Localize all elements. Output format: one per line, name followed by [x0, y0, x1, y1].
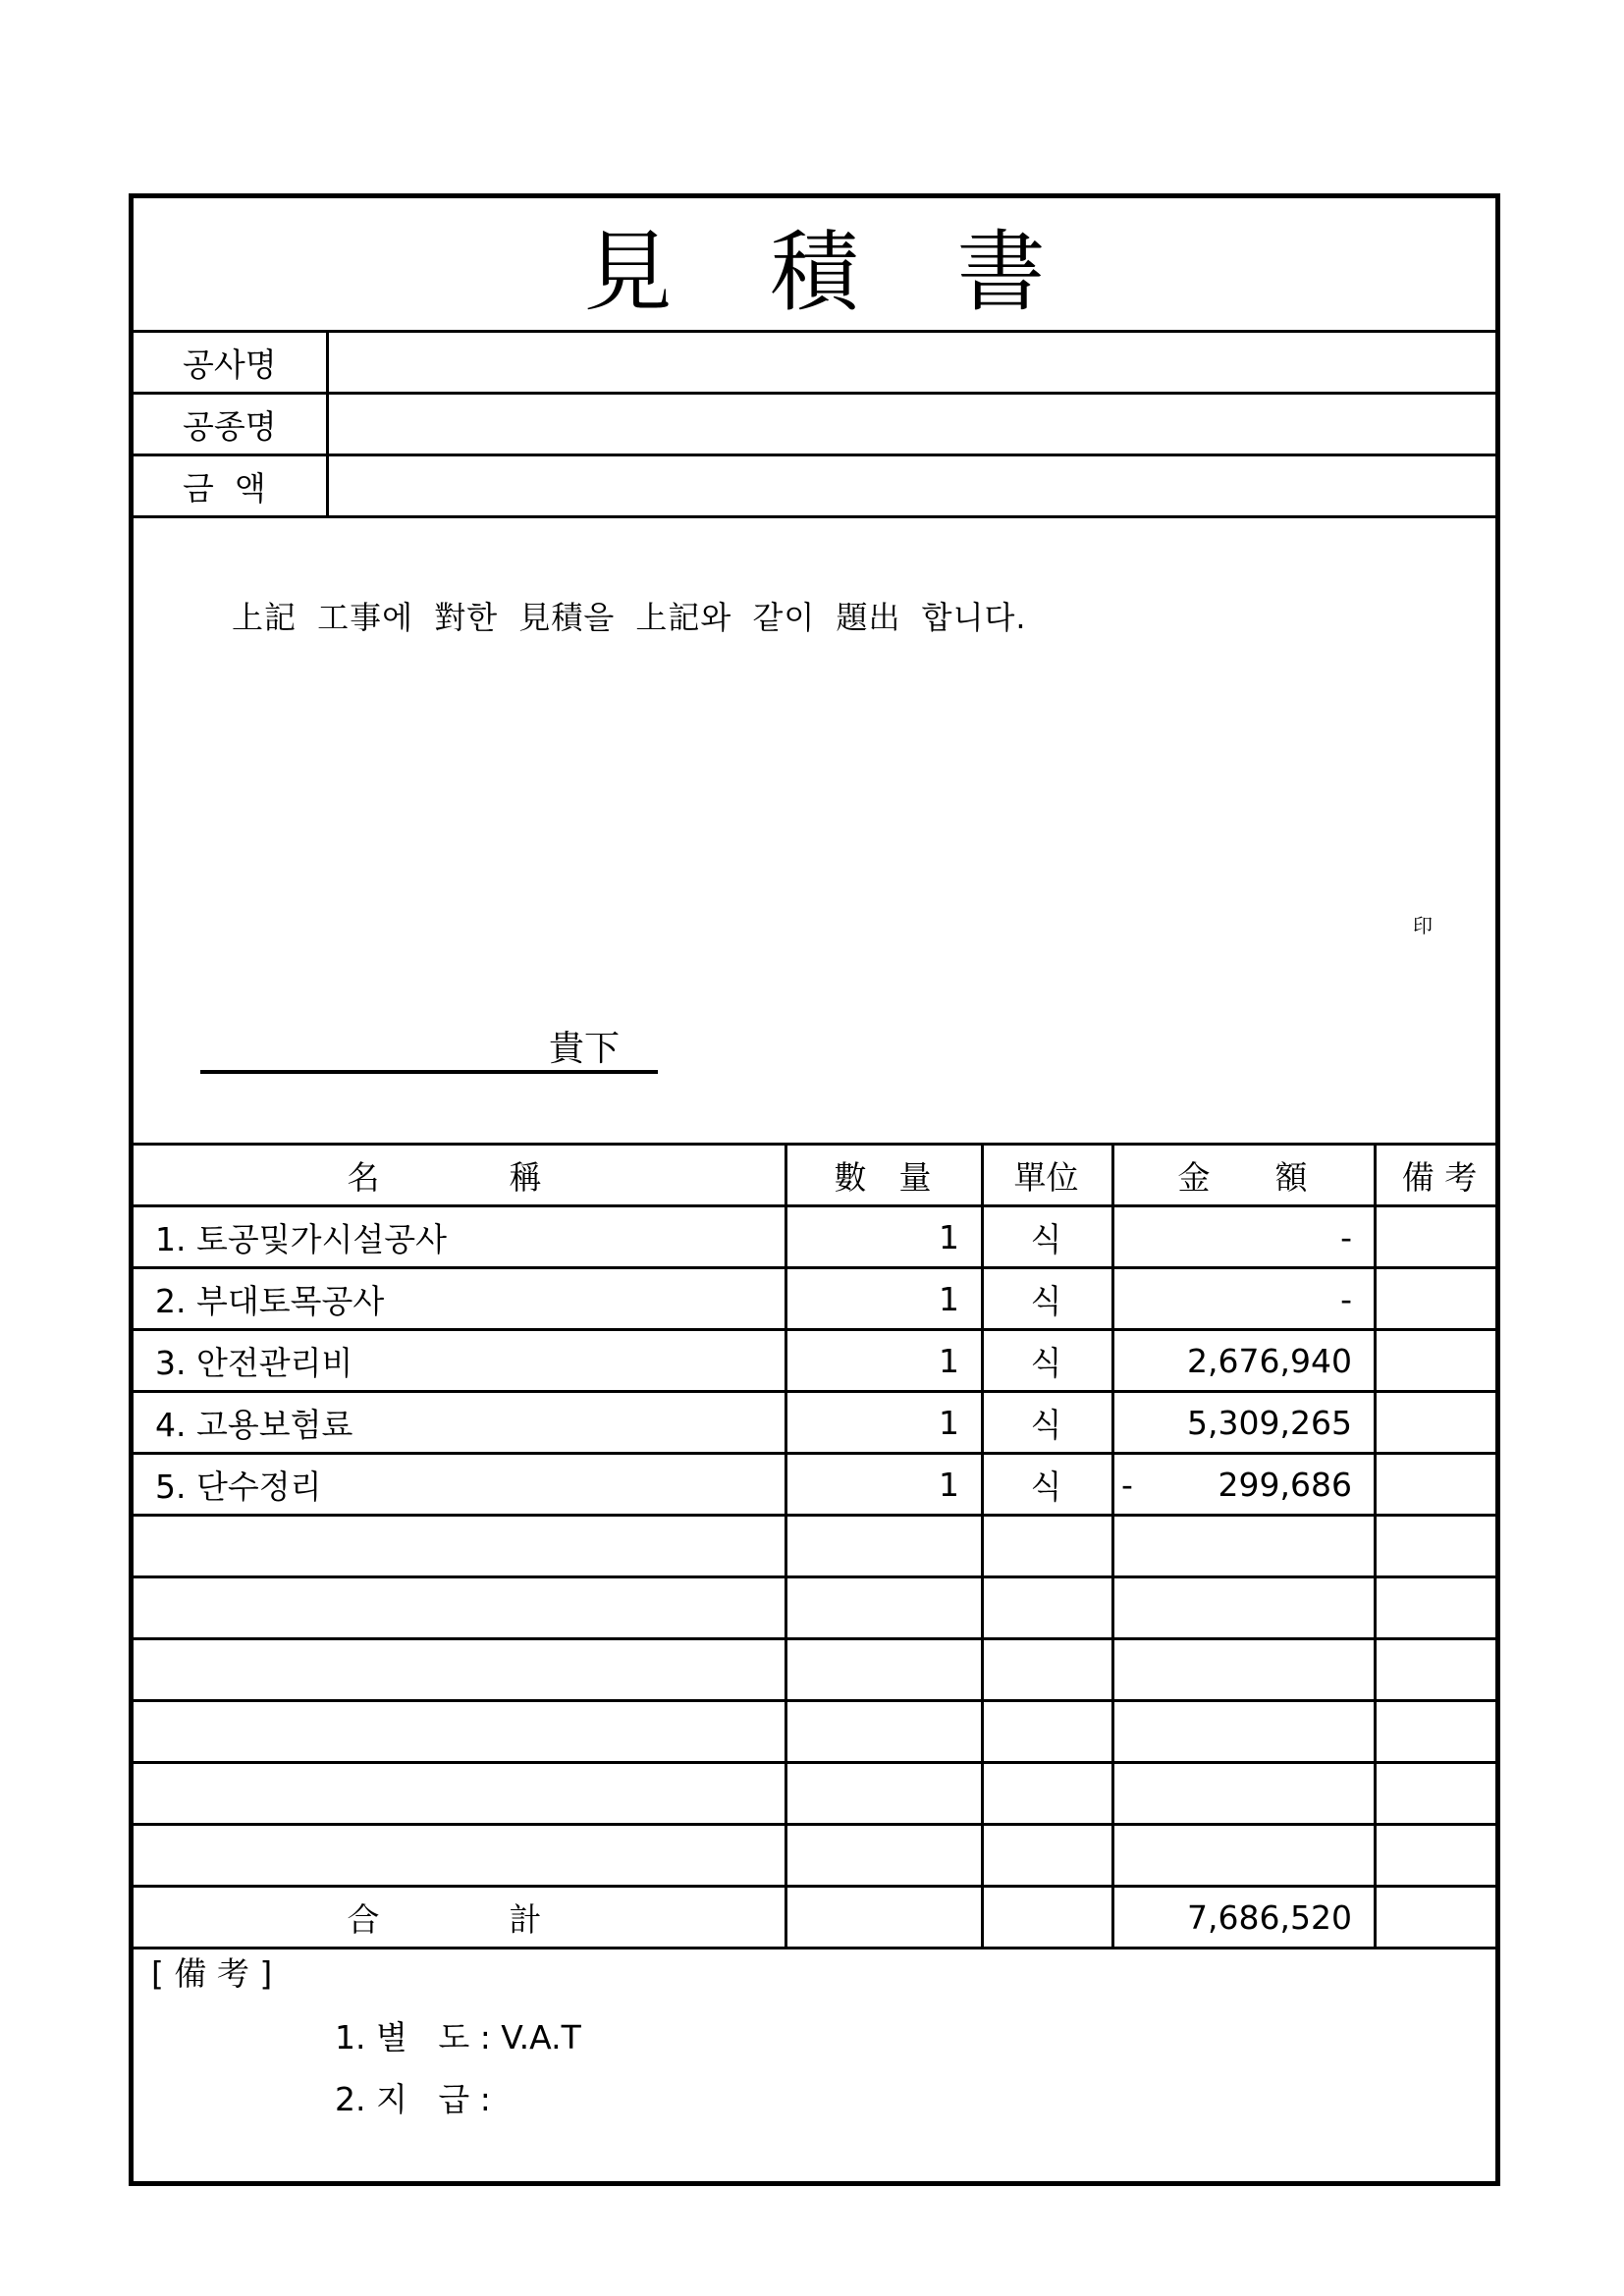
recipient-line: [200, 1070, 658, 1074]
header-remarks: 備 考: [1401, 1157, 1478, 1197]
remarks-item: 2. 지 급 :: [335, 2080, 491, 2118]
work-type-value: [340, 395, 1489, 454]
row-quantity: 1: [939, 1279, 959, 1318]
row-amount: 299,686: [1218, 1465, 1352, 1504]
remarks-heading: [ 備 考 ]: [151, 1954, 273, 1993]
row-unit: [981, 1640, 1111, 1699]
seal-mark: 印: [1413, 914, 1433, 937]
row-name: [155, 1826, 777, 1885]
row-amount-sign: -: [1121, 1465, 1133, 1504]
row-unit: 식: [1030, 1467, 1062, 1506]
row-quantity: [785, 1517, 959, 1575]
row-amount: 2,676,940: [1187, 1341, 1352, 1380]
row-quantity: [785, 1702, 959, 1761]
remarks-item: 1. 별 도 : V.A.T: [335, 2018, 581, 2056]
divider: [326, 330, 329, 518]
statement-text: 上記 工事에 對한 見積을 上記와 같이 題出 합니다.: [232, 599, 1027, 636]
row-amount: [1111, 1702, 1352, 1761]
row-amount: 5,309,265: [1187, 1403, 1352, 1442]
divider: [134, 515, 1495, 518]
row-quantity: [785, 1826, 959, 1885]
row-name: 4. 고용보험료: [155, 1405, 353, 1444]
row-unit: 식: [1030, 1281, 1062, 1320]
row-name: [155, 1702, 777, 1761]
row-name: [155, 1764, 777, 1823]
row-remarks: [1374, 1826, 1505, 1885]
row-quantity: [785, 1640, 959, 1699]
title-char: 見: [583, 221, 673, 324]
row-remarks: [1374, 1702, 1505, 1761]
amount-label: 금 액: [183, 468, 266, 507]
row-quantity: 1: [939, 1403, 959, 1442]
header-unit: 單位: [1013, 1157, 1079, 1197]
row-name: 5. 단수정리: [155, 1467, 322, 1506]
total-amount: 7,686,520: [1187, 1897, 1352, 1937]
row-name: 1. 토공및가시설공사: [155, 1219, 447, 1258]
row-remarks: [1374, 1578, 1505, 1637]
title-char: 積: [770, 221, 859, 324]
header-quantity: 數 量: [834, 1157, 932, 1197]
row-quantity: 1: [939, 1465, 959, 1504]
project-name-value: [340, 333, 1489, 392]
estimate-document: [129, 193, 1500, 2186]
row-quantity: 1: [939, 1341, 959, 1380]
row-unit: 식: [1030, 1219, 1062, 1258]
row-remarks: [1374, 1764, 1505, 1823]
row-unit: [981, 1702, 1111, 1761]
row-amount: [1111, 1764, 1352, 1823]
row-name: [155, 1578, 777, 1637]
row-remarks: [1374, 1455, 1505, 1514]
row-name: [155, 1517, 777, 1575]
row-amount: -: [1340, 1217, 1352, 1256]
row-unit: 식: [1030, 1343, 1062, 1382]
row-name: [155, 1640, 777, 1699]
row-amount: [1111, 1517, 1352, 1575]
row-quantity: 1: [939, 1217, 959, 1256]
row-amount: [1111, 1640, 1352, 1699]
row-quantity: [785, 1764, 959, 1823]
row-amount: [1111, 1578, 1352, 1637]
row-remarks: [1374, 1269, 1505, 1328]
row-unit: [981, 1578, 1111, 1637]
row-remarks: [1374, 1393, 1505, 1452]
row-amount: [1111, 1826, 1352, 1885]
row-remarks: [1374, 1207, 1505, 1266]
row-unit: [981, 1764, 1111, 1823]
row-name: 2. 부대토목공사: [155, 1281, 385, 1320]
recipient-suffix: 貴下: [549, 1029, 621, 1069]
row-name: 3. 안전관리비: [155, 1343, 353, 1382]
divider: [134, 1947, 1495, 1949]
document-title: [134, 198, 1495, 330]
row-quantity: [785, 1578, 959, 1637]
row-remarks: [1374, 1331, 1505, 1390]
header-name: 名 稱: [347, 1157, 542, 1197]
row-remarks: [1374, 1640, 1505, 1699]
row-amount: -: [1340, 1279, 1352, 1318]
work-type-label: 공종명: [183, 406, 277, 446]
row-unit: [981, 1826, 1111, 1885]
row-unit: [981, 1517, 1111, 1575]
header-amount: 金 額: [1177, 1157, 1308, 1197]
project-name-label: 공사명: [183, 345, 277, 384]
total-label: 合 計: [347, 1899, 542, 1939]
amount-value: [340, 456, 1489, 515]
row-unit: 식: [1030, 1405, 1062, 1444]
row-remarks: [1374, 1517, 1505, 1575]
title-char: 書: [956, 221, 1046, 324]
